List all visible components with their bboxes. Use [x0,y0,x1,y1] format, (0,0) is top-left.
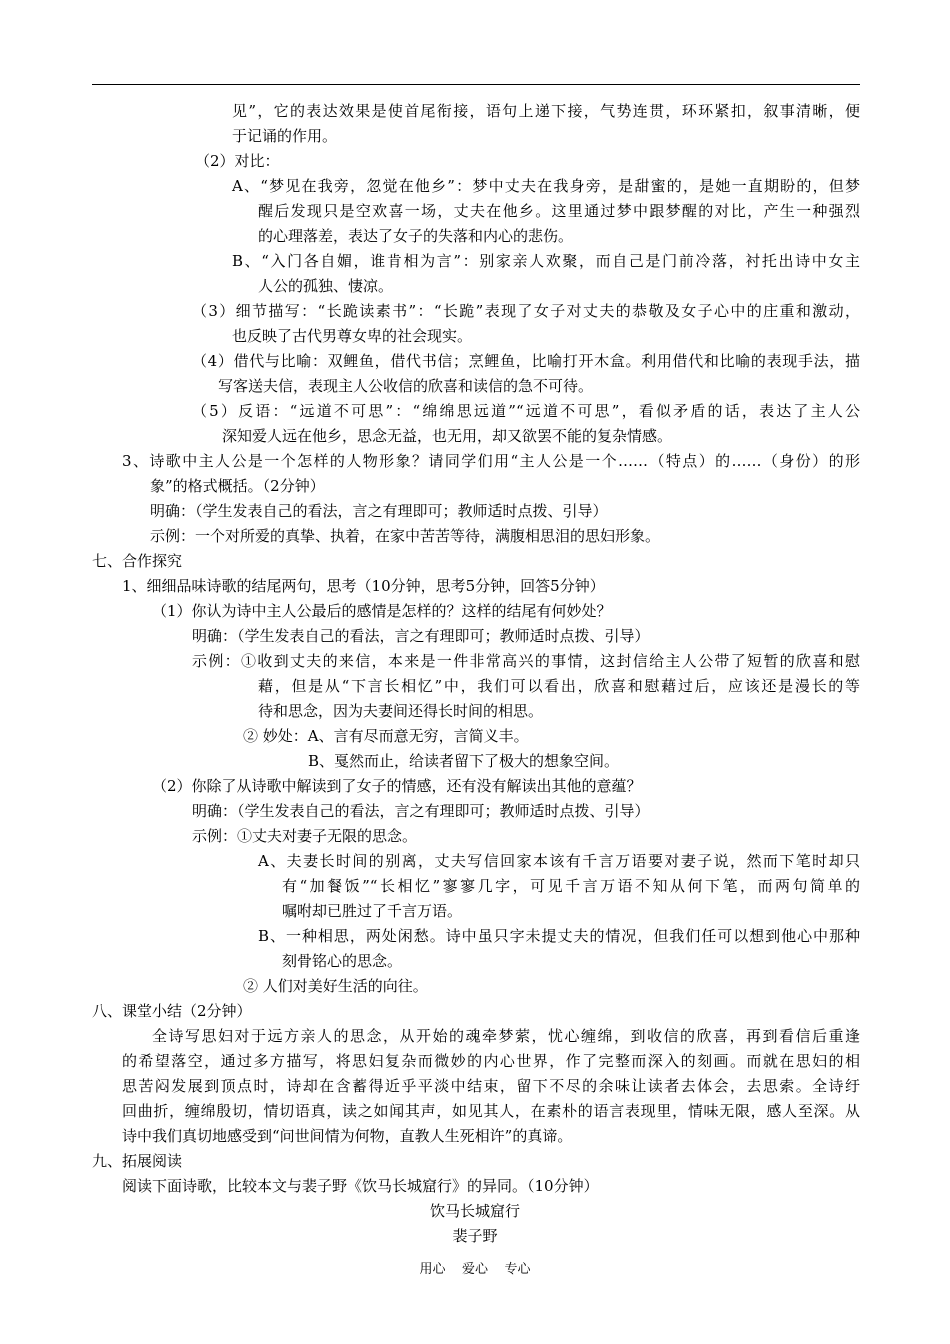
text-line: ② 妙处：A、言有尽而意无穷，言简义丰。 [243,727,529,745]
text-line: 待和思念，因为夫妻间还得长时间的相思。 [258,702,544,720]
text-line: 明确：（学生发表自己的看法，言之有理即可；教师适时点拨、引导） [192,802,650,820]
text-line: （3）细节描写：“长跪读素书”：“长跪”表现了女子对丈夫的恭敬及女子心中的庄重和激动， [192,302,860,320]
text-line: 写客送夫信，表现主人公收信的欣喜和读信的急不可待。 [218,377,594,395]
section-heading: 七、合作探究 [92,552,183,570]
text-line: 于记诵的作用。 [232,127,338,145]
text-line: （5）反语：“远道不可思”：“绵绵思远道”“远道不可思”，看似矛盾的话，表达了主人公 [192,402,860,420]
text-line: 示例：一个对所爱的真挚、执着，在家中苦苦等待，满腹相思泪的思妇形象。 [150,527,661,545]
text-line: 藉，但是从“下言长相忆”中，我们可以看出，欣喜和慰藉过后，应该还是漫长的等 [258,677,860,695]
text-line: 刻骨铭心的思念。 [282,952,403,970]
text-line: 醒后发现只是空欢喜一场，丈夫在他乡。这里通过梦中跟梦醒的对比，产生一种强烈 [258,202,860,220]
text-line: 人公的孤独、悽凉。 [258,277,394,295]
text-line: （1）你认为诗中主人公最后的感情是怎样的？这样的结尾有何妙处？ [152,602,612,620]
poem-title: 饮马长城窟行 [429,1202,520,1220]
section-heading: 九、拓展阅读 [92,1152,183,1170]
text-line: 也反映了古代男尊女卑的社会现实。 [232,327,473,345]
poem-author: 裴子野 [452,1227,498,1245]
text-line: 明确：（学生发表自己的看法，言之有理即可；教师适时点拨、引导） [192,627,650,645]
text-line: B、戛然而止，给读者留下了极大的想象空间。 [308,752,620,770]
text-line: （2）对比： [195,152,280,170]
header-rule [92,84,860,85]
paragraph-line: 诗中我们真切地感受到“问世间情为何物，直教人生死相许”的真谛。 [122,1127,573,1145]
text-line: 有“加餐饭”“长相忆”寥寥几字，可见千言万语不知从何下笔，而两句简单的 [282,877,860,895]
text-line: 示例：①收到丈夫的来信，本来是一件非常高兴的事情，这封信给主人公带了短暂的欣喜和慰 [192,652,860,670]
text-line: B、一种相思，两处闲愁。诗中虽只字未提丈夫的情况，但我们任可以想到他心中那种 [258,927,860,945]
text-line: ② 人们对美好生活的向往。 [243,977,428,995]
page-footer: 用心 爱心 专心 [419,1262,531,1277]
text-line: 1、细细品味诗歌的结尾两句，思考（10分钟，思考5分钟，回答5分钟） [122,577,605,595]
text-line: （4）借代与比喻：双鲤鱼，借代书信；烹鲤鱼，比喻打开木盒。利用借代和比喻的表现手法，描 [192,352,860,370]
paragraph-line: 思苦闷发展到顶点时，诗却在含蓄得近乎平淡中结束，留下不尽的余味让读者去体会，去思索。全诗纡 [122,1077,860,1095]
text-line: 见”，它的表达效果是使首尾衔接，语句上递下接，气势连贯，环环紧扣，叙事清晰，便 [232,102,860,120]
paragraph-line: 的希望落空，通过多方描写，将思妇复杂而微妙的内心世界，作了完整而深入的刻画。而就在思妇的相 [122,1052,860,1070]
text-line: 示例：①丈夫对妻子无限的思念。 [192,827,418,845]
text-line: B、“入门各自媚，谁肯相为言”：别家亲人欢聚，而自己是门前冷落，衬托出诗中女主 [232,252,860,270]
paragraph-line: 回曲折，缠绵殷切，情切语真，读之如闻其声，如见其人，在素朴的语言表现里，情味无限，感人至深。从 [122,1102,860,1120]
text-line: 象”的格式概括。（2分钟） [150,477,325,495]
text-line: 阅读下面诗歌，比较本文与裴子野《饮马长城窟行》的异同。（10分钟） [122,1177,599,1195]
section-heading: 八、课堂小结（2分钟） [92,1002,252,1020]
paragraph-line: 全诗写思妇对于远方亲人的思念，从开始的魂牵梦萦，忧心缠绵，到收信的欣喜，再到看信后重逢 [152,1027,860,1045]
text-line: 明确：（学生发表自己的看法，言之有理即可；教师适时点拨、引导） [150,502,608,520]
text-line: 3、诗歌中主人公是一个怎样的人物形象？请同学们用“主人公是一个……（特点）的……（身份）的形 [122,452,860,470]
text-line: （2）你除了从诗歌中解读到了女子的情感，还有没有解读出其他的意蕴？ [152,777,642,795]
text-line: A、夫妻长时间的别离，丈夫写信回家本该有千言万语要对妻子说，然而下笔时却只 [258,852,860,870]
text-line: 深知爱人远在他乡，思念无益，也无用，却又欲罢不能的复杂情感。 [222,427,673,445]
text-line: A、“梦见在我旁，忽觉在他乡”：梦中丈夫在我身旁，是甜蜜的，是她一直期盼的，但梦 [232,177,860,195]
text-line: 嘱咐却已胜过了千言万语。 [282,902,463,920]
text-line: 的心理落差，表达了女子的失落和内心的悲伤。 [258,227,574,245]
